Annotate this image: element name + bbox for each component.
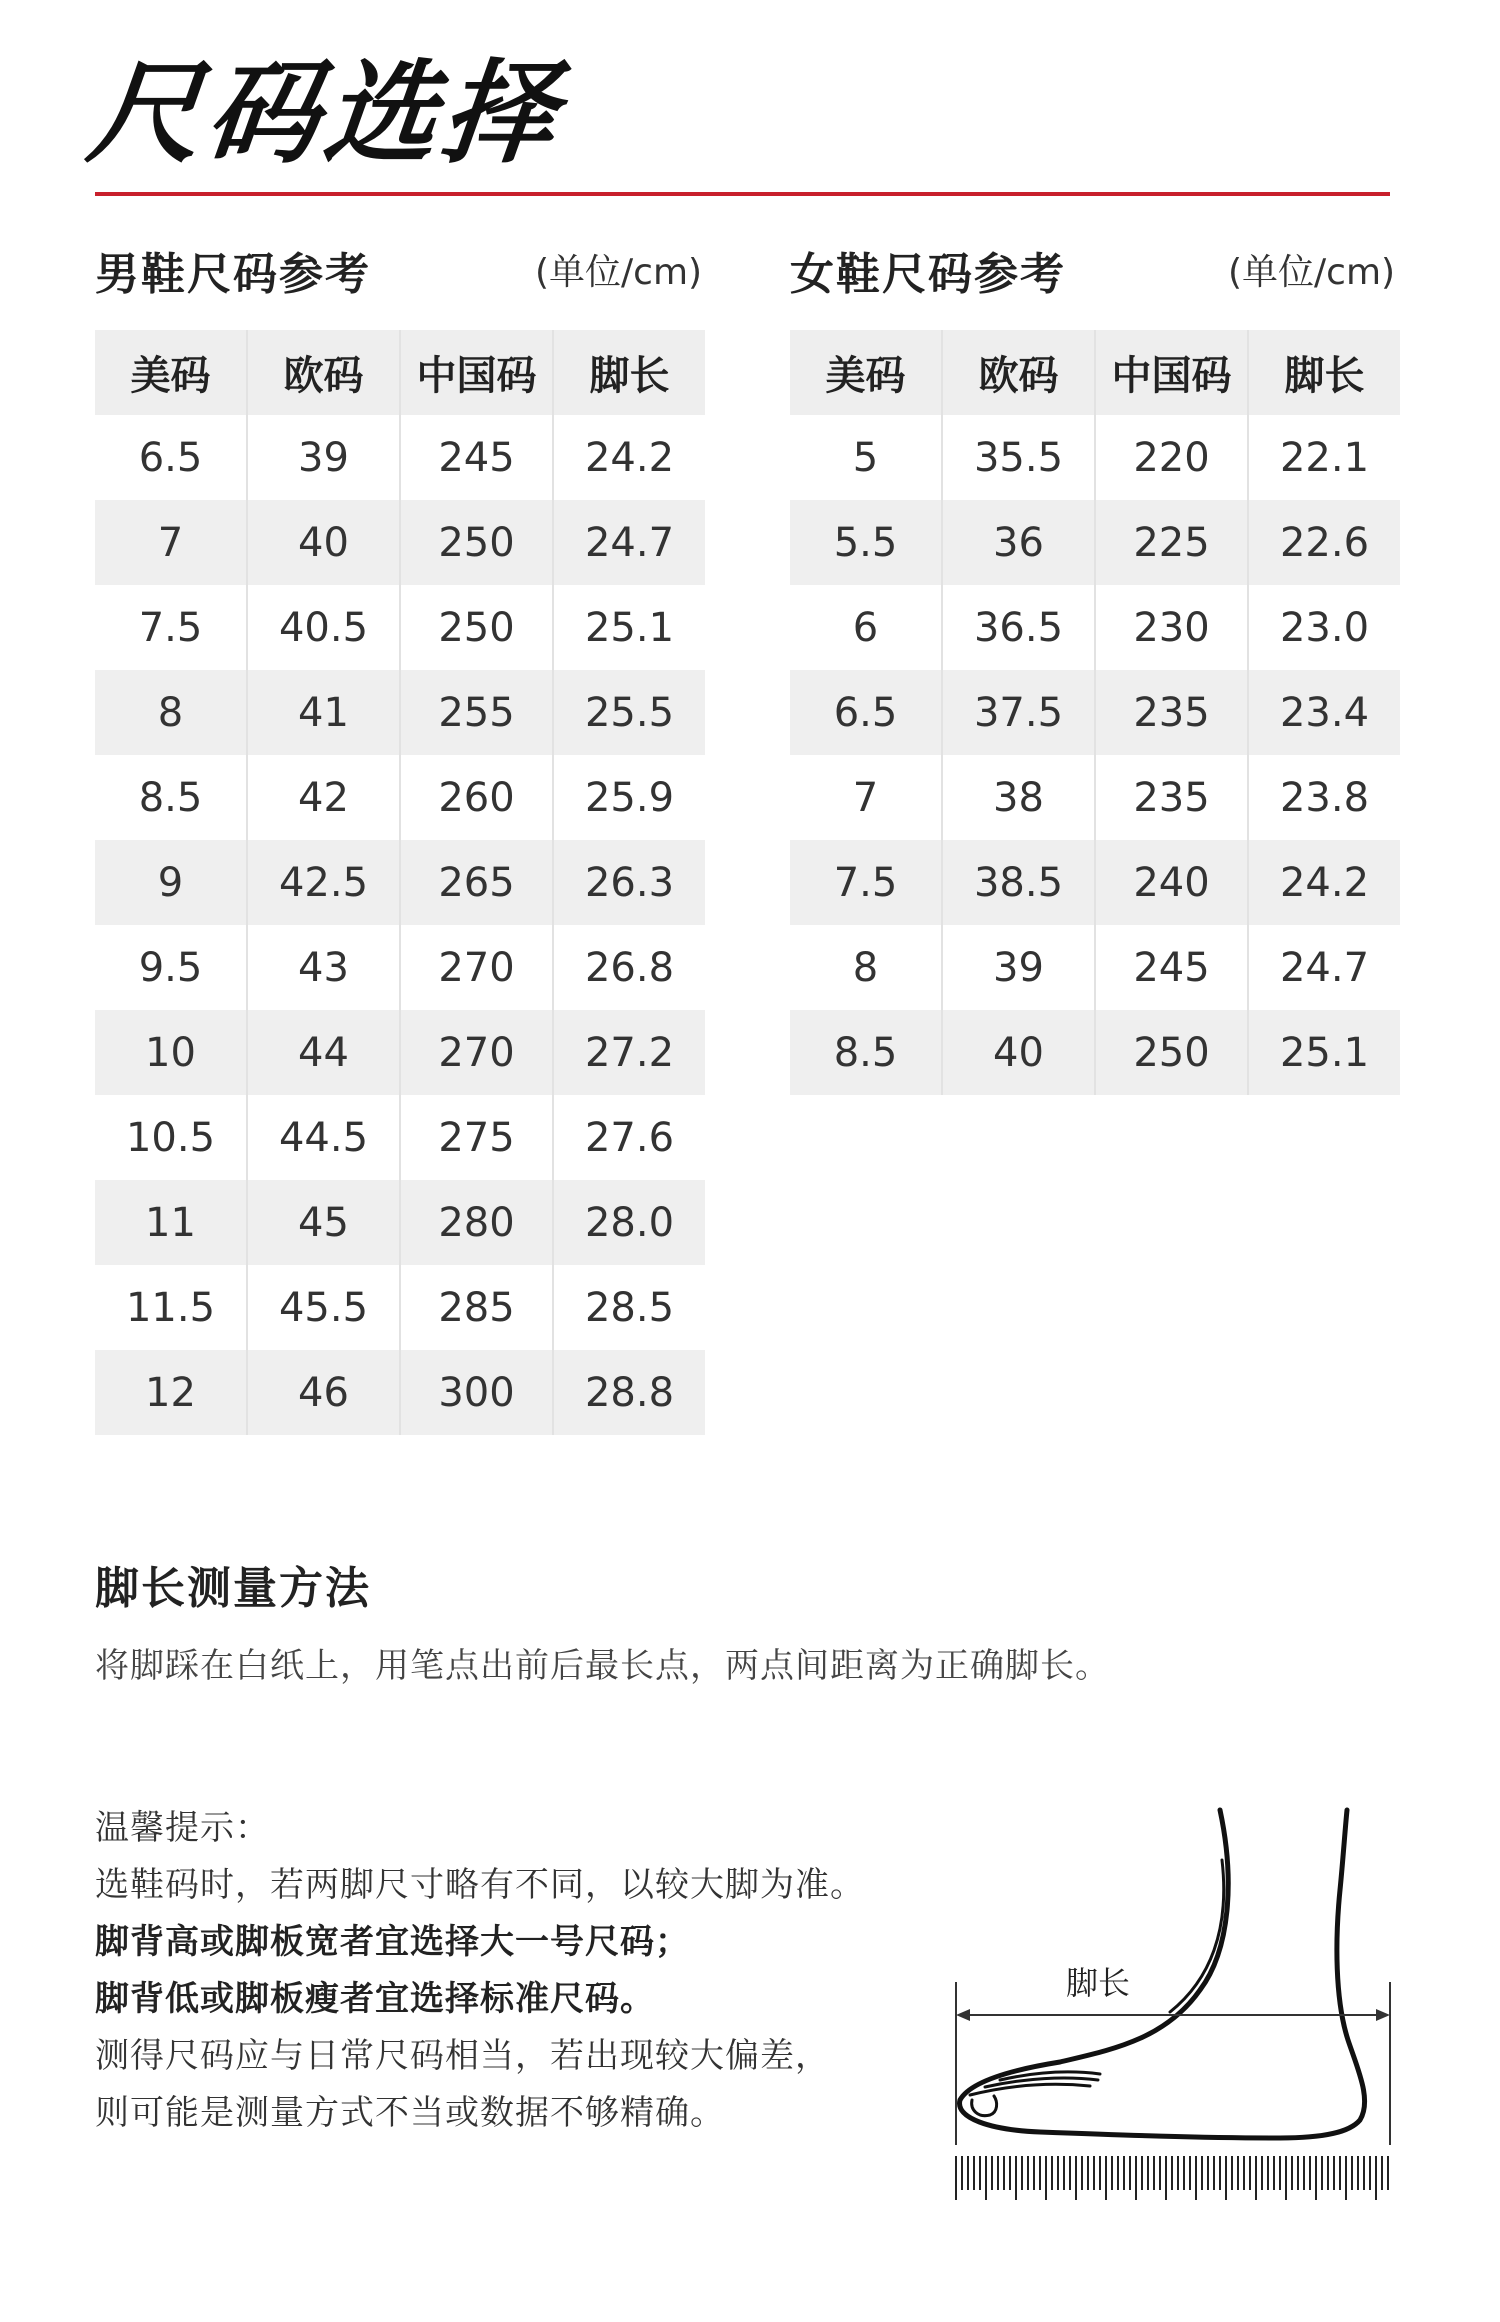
table-cell: 44.5 (247, 1095, 400, 1180)
table-cell: 46 (247, 1350, 400, 1435)
table-cell: 7 (95, 500, 247, 585)
table-cell: 255 (400, 670, 553, 755)
women-column-header: 美码 (790, 330, 942, 415)
table-cell: 42 (247, 755, 400, 840)
tips-label: 温馨提示： (95, 1808, 270, 1848)
table-cell: 275 (400, 1095, 553, 1180)
table-cell: 250 (400, 500, 553, 585)
table-cell: 11 (95, 1180, 247, 1265)
measure-text: 将脚踩在白纸上，用笔点出前后最长点，两点间距离为正确脚长。 (95, 1646, 1110, 1686)
table-row (95, 755, 705, 840)
tips-line: 选鞋码时，若两脚尺寸略有不同，以较大脚为准。 (95, 1865, 865, 1905)
table-row (95, 500, 705, 585)
foot-icon (950, 1800, 1400, 2200)
table-cell: 270 (400, 925, 553, 1010)
table-cell: 7 (790, 755, 942, 840)
table-cell: 28.8 (553, 1350, 705, 1435)
table-cell: 43 (247, 925, 400, 1010)
men-column-header: 脚长 (553, 330, 705, 415)
table-cell: 240 (1095, 840, 1248, 925)
table-cell: 7.5 (95, 585, 247, 670)
women-column-header: 中国码 (1095, 330, 1248, 415)
ruler-icon (956, 2156, 1388, 2200)
table-row (95, 415, 705, 500)
table-cell: 8.5 (95, 755, 247, 840)
table-cell: 37.5 (942, 670, 1095, 755)
table-cell: 25.1 (1248, 1010, 1400, 1095)
men-unit-label: (单位/cm) (535, 252, 703, 293)
tips-line: 则可能是测量方式不当或数据不够精确。 (95, 2093, 725, 2133)
table-cell: 27.2 (553, 1010, 705, 1095)
men-table-header-row (95, 330, 705, 415)
table-cell: 300 (400, 1350, 553, 1435)
table-cell: 26.3 (553, 840, 705, 925)
table-cell: 41 (247, 670, 400, 755)
men-column-header: 中国码 (400, 330, 553, 415)
table-row (95, 840, 705, 925)
table-cell: 12 (95, 1350, 247, 1435)
table-cell: 265 (400, 840, 553, 925)
table-row (95, 670, 705, 755)
table-row (790, 840, 1400, 925)
table-cell: 24.2 (553, 415, 705, 500)
table-row (790, 670, 1400, 755)
table-cell: 245 (1095, 925, 1248, 1010)
table-row (95, 1265, 705, 1350)
table-cell: 40.5 (247, 585, 400, 670)
table-row (95, 1180, 705, 1265)
table-cell: 35.5 (942, 415, 1095, 500)
table-row (790, 585, 1400, 670)
table-cell: 250 (1095, 1010, 1248, 1095)
table-cell: 9 (95, 840, 247, 925)
table-cell: 5.5 (790, 500, 942, 585)
table-cell: 45 (247, 1180, 400, 1265)
men-column-header: 欧码 (247, 330, 400, 415)
table-cell: 8 (95, 670, 247, 755)
page-title: 尺码选择 (82, 49, 568, 179)
table-cell: 23.8 (1248, 755, 1400, 840)
table-cell: 36 (942, 500, 1095, 585)
table-cell: 220 (1095, 415, 1248, 500)
table-row (790, 415, 1400, 500)
measure-title: 脚长测量方法 (95, 1563, 371, 1614)
women-column-header: 脚长 (1248, 330, 1400, 415)
table-cell: 250 (400, 585, 553, 670)
table-cell: 270 (400, 1010, 553, 1095)
table-cell: 8 (790, 925, 942, 1010)
table-cell: 38.5 (942, 840, 1095, 925)
table-row (95, 925, 705, 1010)
table-cell: 39 (942, 925, 1095, 1010)
table-cell: 235 (1095, 755, 1248, 840)
table-cell: 40 (247, 500, 400, 585)
table-cell: 45.5 (247, 1265, 400, 1350)
table-cell: 39 (247, 415, 400, 500)
tips-line: 测得尺码应与日常尺码相当，若出现较大偏差， (95, 2036, 830, 2076)
table-cell: 6 (790, 585, 942, 670)
table-cell: 230 (1095, 585, 1248, 670)
table-cell: 44 (247, 1010, 400, 1095)
table-cell: 5 (790, 415, 942, 500)
table-cell: 23.4 (1248, 670, 1400, 755)
table-cell: 225 (1095, 500, 1248, 585)
table-cell: 11.5 (95, 1265, 247, 1350)
foot-length-label: 脚长 (1060, 1958, 1136, 2004)
women-table-header-row (790, 330, 1400, 415)
table-cell: 42.5 (247, 840, 400, 925)
women-section-heading: 女鞋尺码参考 (790, 249, 1066, 300)
table-cell: 10 (95, 1010, 247, 1095)
table-cell: 38 (942, 755, 1095, 840)
table-cell: 280 (400, 1180, 553, 1265)
table-cell: 25.9 (553, 755, 705, 840)
table-cell: 260 (400, 755, 553, 840)
table-cell: 6.5 (95, 415, 247, 500)
table-cell: 285 (400, 1265, 553, 1350)
women-unit-label: (单位/cm) (1228, 252, 1396, 293)
table-cell: 28.5 (553, 1265, 705, 1350)
men-section-heading: 男鞋尺码参考 (95, 249, 371, 300)
foot-measure-illustration (950, 1800, 1400, 2200)
table-cell: 235 (1095, 670, 1248, 755)
table-cell: 245 (400, 415, 553, 500)
table-row (95, 1010, 705, 1095)
table-cell: 25.5 (553, 670, 705, 755)
men-column-header: 美码 (95, 330, 247, 415)
women-size-table (790, 330, 1400, 1095)
table-row (95, 1350, 705, 1435)
table-row (95, 585, 705, 670)
table-row (790, 755, 1400, 840)
table-cell: 9.5 (95, 925, 247, 1010)
men-size-table (95, 330, 705, 1435)
women-column-header: 欧码 (942, 330, 1095, 415)
table-cell: 23.0 (1248, 585, 1400, 670)
table-cell: 27.6 (553, 1095, 705, 1180)
table-row (95, 1095, 705, 1180)
table-cell: 7.5 (790, 840, 942, 925)
table-cell: 24.7 (1248, 925, 1400, 1010)
table-cell: 8.5 (790, 1010, 942, 1095)
table-cell: 25.1 (553, 585, 705, 670)
table-cell: 28.0 (553, 1180, 705, 1265)
table-cell: 36.5 (942, 585, 1095, 670)
table-cell: 22.6 (1248, 500, 1400, 585)
table-row (790, 1010, 1400, 1095)
table-cell: 24.2 (1248, 840, 1400, 925)
tips-line-bold: 脚背低或脚板瘦者宜选择标准尺码。 (95, 1979, 655, 2019)
title-divider (95, 192, 1390, 196)
table-row (790, 500, 1400, 585)
table-cell: 6.5 (790, 670, 942, 755)
table-cell: 40 (942, 1010, 1095, 1095)
table-row (790, 925, 1400, 1010)
table-cell: 22.1 (1248, 415, 1400, 500)
table-cell: 26.8 (553, 925, 705, 1010)
tips-line-bold: 脚背高或脚板宽者宜选择大一号尺码； (95, 1922, 690, 1962)
table-cell: 24.7 (553, 500, 705, 585)
tips-block (95, 1800, 865, 2142)
table-cell: 10.5 (95, 1095, 247, 1180)
